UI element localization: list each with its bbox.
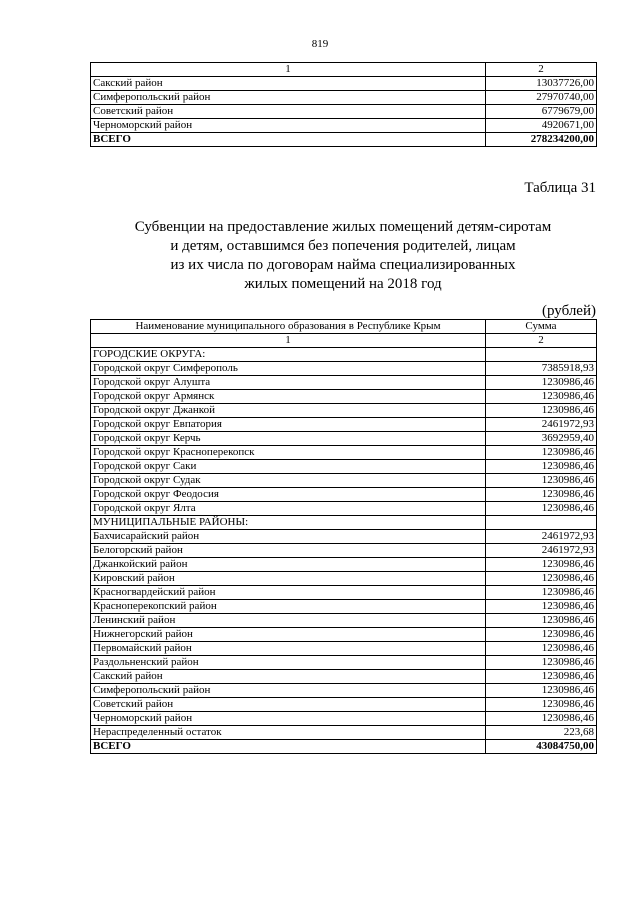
- table-row: [91, 530, 597, 544]
- table-row: [91, 614, 597, 628]
- row-name: Сакский район: [91, 670, 486, 684]
- total-row: [91, 133, 597, 147]
- header-sum: Сумма: [486, 320, 597, 334]
- table-row: [91, 642, 597, 656]
- row-value: 1230986,46: [486, 614, 597, 628]
- row-value: 1230986,46: [486, 572, 597, 586]
- row-value: 1230986,46: [486, 446, 597, 460]
- row-name: Белогорский район: [91, 544, 486, 558]
- row-value: 1230986,46: [486, 460, 597, 474]
- title-line: из их числа по договорам найма специализированных: [170, 257, 516, 273]
- table-row: [91, 376, 597, 390]
- row-name: Городской округ Алушта: [91, 376, 486, 390]
- row-value: [486, 516, 597, 530]
- total-row: [91, 740, 597, 754]
- row-value: 1230986,46: [486, 474, 597, 488]
- row-value: 1230986,46: [486, 586, 597, 600]
- table-row: [91, 446, 597, 460]
- table-row: [91, 572, 597, 586]
- table-row: [91, 460, 597, 474]
- row-name: Нижнегорский район: [91, 628, 486, 642]
- row-name: Городской округ Саки: [91, 460, 486, 474]
- table-row: [91, 544, 597, 558]
- column-number-2: 2: [486, 63, 597, 77]
- row-name: Сакский район: [91, 77, 486, 91]
- table-row: [91, 670, 597, 684]
- row-name: Симферопольский район: [91, 684, 486, 698]
- row-value: 2461972,93: [486, 530, 597, 544]
- row-value: 1230986,46: [486, 600, 597, 614]
- title-line: Субвенции на предоставление жилых помещений детям-сиротам: [134, 219, 552, 235]
- row-name: Городской округ Симферополь: [91, 362, 486, 376]
- row-value: 1230986,46: [486, 488, 597, 502]
- column-number-2: 2: [486, 334, 597, 348]
- row-name: Советский район: [91, 105, 486, 119]
- row-value: 1230986,46: [486, 376, 597, 390]
- row-value: 4920671,00: [486, 119, 597, 133]
- table-row: [91, 684, 597, 698]
- table-title: [90, 218, 596, 294]
- table-row: [91, 656, 597, 670]
- row-value: [486, 348, 597, 362]
- row-name: Ленинский район: [91, 614, 486, 628]
- row-name: Городской округ Ялта: [91, 502, 486, 516]
- table-row: [91, 77, 597, 91]
- row-name: Раздольненский район: [91, 656, 486, 670]
- table-row: [91, 488, 597, 502]
- row-value: 2461972,93: [486, 544, 597, 558]
- row-name: Бахчисарайский район: [91, 530, 486, 544]
- table-number: Таблица 31: [524, 180, 596, 196]
- table-row: [91, 712, 597, 726]
- row-name: Джанкойский район: [91, 558, 486, 572]
- row-value: 13037726,00: [486, 77, 597, 91]
- row-name: Симферопольский район: [91, 91, 486, 105]
- table-row: [91, 502, 597, 516]
- table-row: [91, 404, 597, 418]
- table-row: [91, 558, 597, 572]
- table-row: [91, 418, 597, 432]
- row-value: 223,68: [486, 726, 597, 740]
- table-row: [91, 432, 597, 446]
- row-name: МУНИЦИПАЛЬНЫЕ РАЙОНЫ:: [91, 516, 486, 530]
- row-name: Городской округ Красноперекопск: [91, 446, 486, 460]
- column-number-row: [91, 63, 597, 77]
- row-value: 2461972,93: [486, 418, 597, 432]
- table-row: [91, 600, 597, 614]
- table-row: [91, 119, 597, 133]
- table-row: [91, 362, 597, 376]
- row-value: 1230986,46: [486, 698, 597, 712]
- row-value: 27970740,00: [486, 91, 597, 105]
- row-name: Красногвардейский район: [91, 586, 486, 600]
- header-row: [91, 320, 597, 334]
- row-name: Первомайский район: [91, 642, 486, 656]
- table-row: [91, 390, 597, 404]
- row-value: 1230986,46: [486, 712, 597, 726]
- row-value: 1230986,46: [486, 670, 597, 684]
- row-value: 1230986,46: [486, 684, 597, 698]
- row-value: 1230986,46: [486, 502, 597, 516]
- row-name: Городской округ Армянск: [91, 390, 486, 404]
- row-name: Черноморский район: [91, 119, 486, 133]
- table-row: [91, 586, 597, 600]
- row-name: Черноморский район: [91, 712, 486, 726]
- table-row: [91, 474, 597, 488]
- column-number-1: 1: [91, 334, 486, 348]
- row-value: 1230986,46: [486, 628, 597, 642]
- row-name: ГОРОДСКИЕ ОКРУГА:: [91, 348, 486, 362]
- total-value: 278234200,00: [486, 133, 597, 147]
- total-label: ВСЕГО: [91, 740, 486, 754]
- title-line: жилых помещений на 2018 год: [244, 276, 442, 292]
- row-name: Городской округ Джанкой: [91, 404, 486, 418]
- table-row: [91, 516, 597, 530]
- row-value: 1230986,46: [486, 558, 597, 572]
- page-number: 819: [311, 38, 329, 50]
- table-row: [91, 348, 597, 362]
- row-name: Городской округ Евпатория: [91, 418, 486, 432]
- total-value: 43084750,00: [486, 740, 597, 754]
- table-row: [91, 628, 597, 642]
- row-name: Кировский район: [91, 572, 486, 586]
- main-table: [90, 319, 597, 754]
- row-name: Городской округ Феодосия: [91, 488, 486, 502]
- table-row: [91, 698, 597, 712]
- row-name: Городской округ Керчь: [91, 432, 486, 446]
- header-name: Наименование муниципального образования в Республике Крым: [91, 320, 486, 334]
- row-value: 1230986,46: [486, 390, 597, 404]
- main-table-body: [91, 320, 597, 754]
- row-name: Красноперекопский район: [91, 600, 486, 614]
- row-name: Городской округ Судак: [91, 474, 486, 488]
- row-value: 7385918,93: [486, 362, 597, 376]
- row-value: 1230986,46: [486, 656, 597, 670]
- row-name: Нераспределенный остаток: [91, 726, 486, 740]
- column-number-1: 1: [91, 63, 486, 77]
- row-name: Советский район: [91, 698, 486, 712]
- row-value: 1230986,46: [486, 404, 597, 418]
- table-row: [91, 105, 597, 119]
- row-value: 6779679,00: [486, 105, 597, 119]
- total-label: ВСЕГО: [91, 133, 486, 147]
- units-label: (рублей): [541, 303, 596, 319]
- column-number-row: [91, 334, 597, 348]
- table-row: [91, 726, 597, 740]
- title-line: и детям, оставшимся без попечения родителей, лицам: [170, 238, 516, 254]
- top-table: [90, 62, 597, 147]
- row-value: 3692959,40: [486, 432, 597, 446]
- top-table-body: [91, 63, 597, 147]
- table-row: [91, 91, 597, 105]
- row-value: 1230986,46: [486, 642, 597, 656]
